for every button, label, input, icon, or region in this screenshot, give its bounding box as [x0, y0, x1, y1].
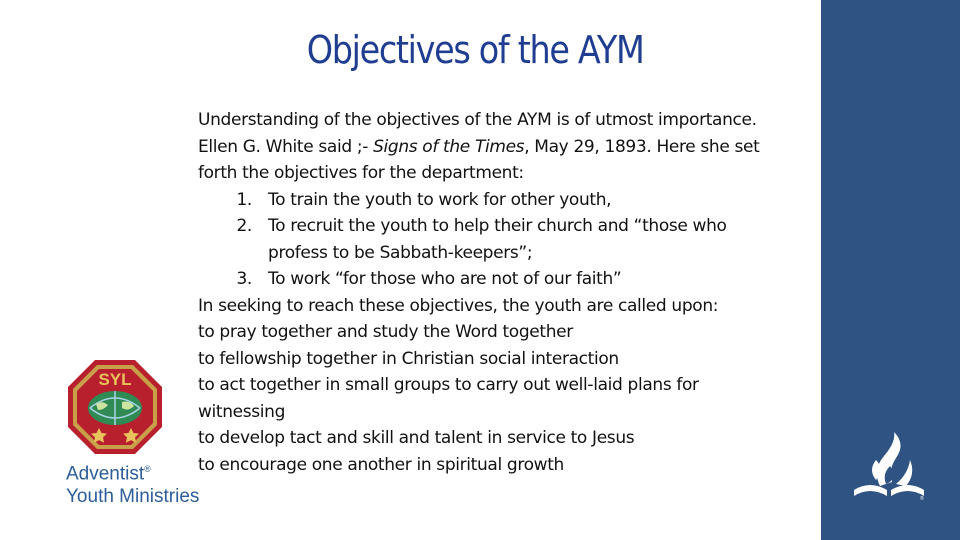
intro-line: forth the objectives for the department: — [198, 163, 524, 183]
objective-text: To recruit the youth to help their church and “those who — [268, 216, 727, 236]
call-line: to fellowship together in Christian social interaction — [198, 348, 619, 369]
call-line: In seeking to reach these objectives, the youth are called upon: — [198, 295, 719, 316]
call-line: witnessing — [198, 401, 286, 422]
objective-item — [198, 266, 813, 293]
syl-badge-icon — [66, 358, 164, 456]
citation-suffix: , May 29, 1893. Here she set — [524, 136, 760, 157]
call-line: to act together in small groups to carry out well-laid plans for — [198, 375, 699, 395]
citation-source: Signs of the Times — [373, 136, 525, 157]
call-line: to develop tact and skill and talent in service to Jesus — [198, 428, 635, 448]
objective-continuation: profess to be Sabbath-keepers”; — [268, 242, 533, 263]
adventist-youth-ministries-logo — [66, 458, 199, 508]
objective-number: 1. — [236, 189, 252, 210]
slide-title: Objectives of the AYM — [306, 28, 644, 72]
call-line: to pray together and study the Word together — [198, 322, 573, 342]
objective-item — [198, 187, 813, 214]
brand-registered-mark: ® — [144, 464, 151, 474]
intro-line: Understanding of the objectives of the AYM is of utmost importance. — [198, 110, 757, 130]
citation-line — [198, 134, 813, 161]
call-line: to encourage one another in spiritual growth — [198, 454, 564, 475]
objective-number: 2. — [236, 216, 252, 236]
citation-prefix: Ellen G. White said ;- — [198, 136, 374, 157]
objective-number: 3. — [236, 269, 252, 289]
brand-line-adventist: Adventist® — [66, 463, 151, 485]
badge-text: SYL — [98, 370, 132, 389]
objective-text: To work “for those who are not of our faith” — [268, 269, 622, 289]
objective-text: To train the youth to work for other youth, — [268, 189, 612, 210]
objective-item — [198, 213, 813, 240]
brand-line-youth-ministries: Youth Ministries — [66, 486, 200, 508]
sidebar-panel — [821, 0, 960, 540]
registered-mark: ® — [920, 496, 924, 502]
adventist-church-logo-icon — [850, 430, 928, 504]
slide-body — [198, 107, 813, 478]
